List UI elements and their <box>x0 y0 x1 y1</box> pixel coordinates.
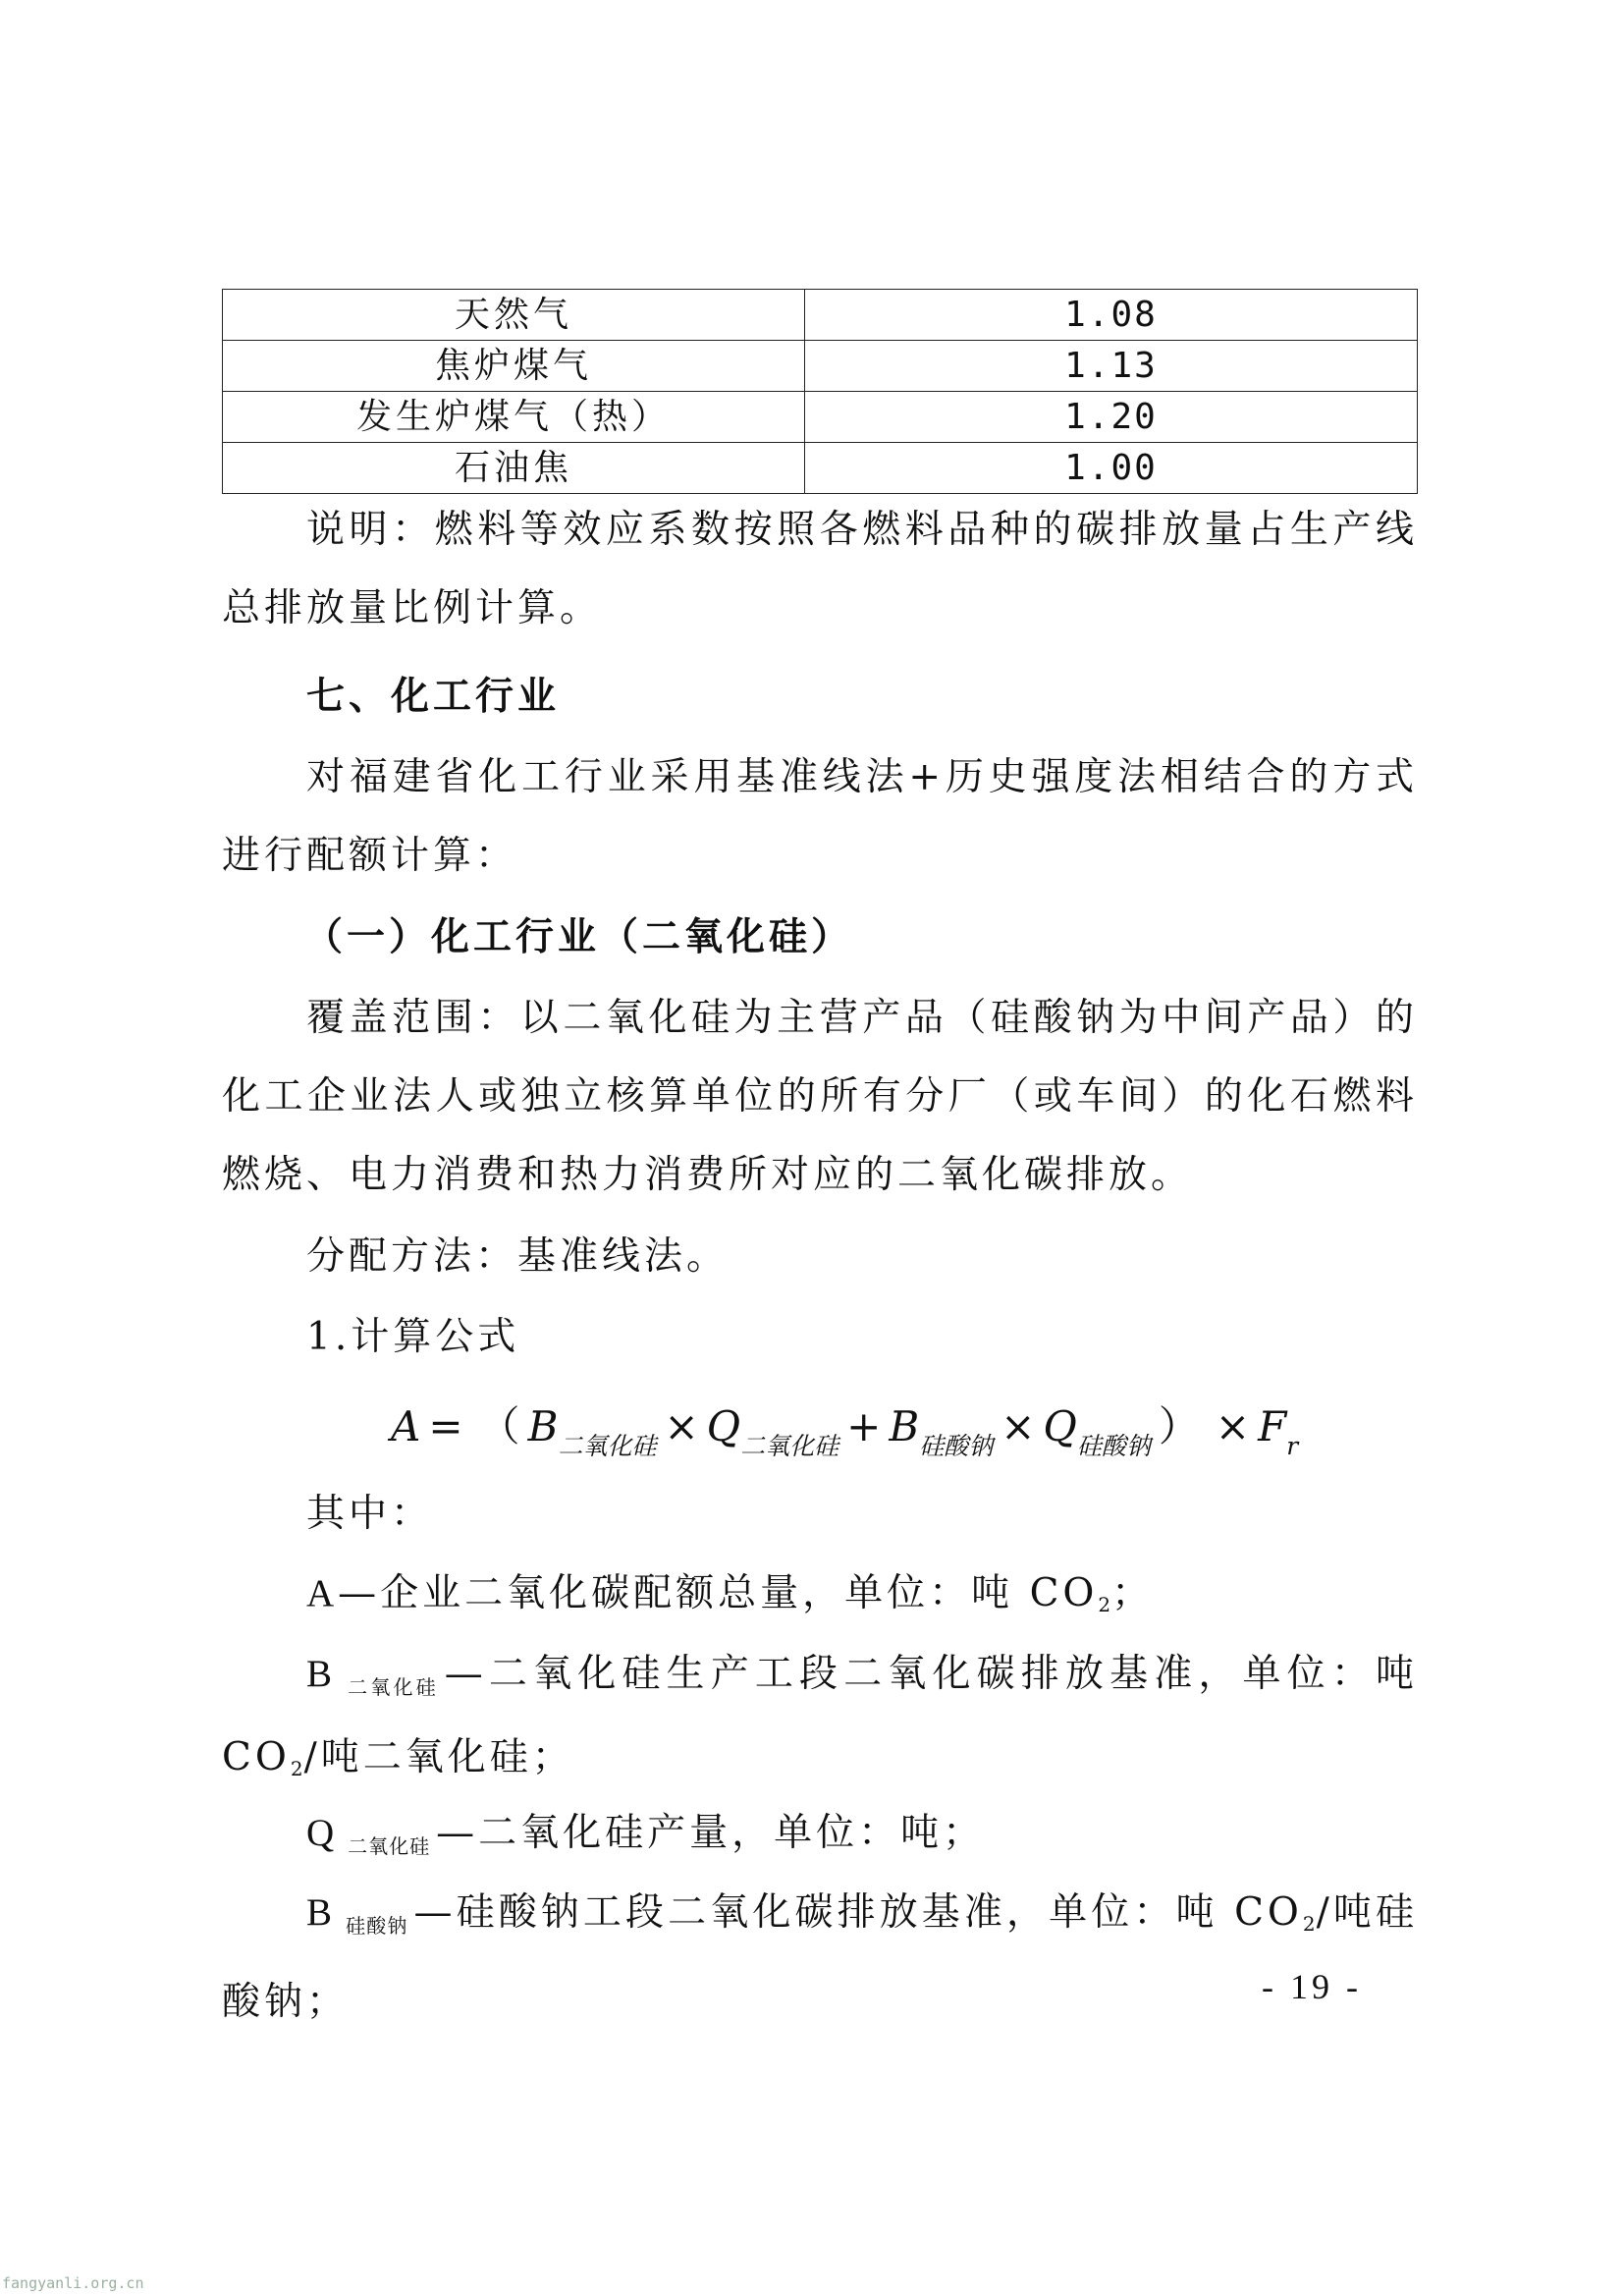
table-row <box>223 290 1418 341</box>
formula-times: × <box>1215 1402 1251 1450</box>
formula-subscript: r <box>1286 1432 1299 1460</box>
where-label: 其中： <box>306 1492 434 1536</box>
formula-lparen: （ <box>478 1402 520 1450</box>
def-subscript: 硅酸钠 <box>346 1914 408 1938</box>
fuel-factor-table <box>222 289 1418 494</box>
def-text: —企业二氧化碳配额总量，单位：吨 CO <box>338 1571 1099 1615</box>
fuel-cell: 焦炉煤气 <box>223 341 805 392</box>
method-paragraph: 分配方法：基准线法。 <box>306 1234 730 1279</box>
formula-rparen: ） <box>1158 1402 1200 1450</box>
formula-symbol-b: B <box>889 1402 920 1450</box>
def-symbol: Q <box>306 1812 339 1854</box>
co2-subscript: 2 <box>1098 1593 1112 1616</box>
coverage-paragraph: 覆盖范围：以二氧化硅为主营产品（硅酸钠为中间产品）的化工企业法人或独立核算单位的所有分厂（或车间）的化石燃料燃烧、电力消费和热力消费所对应的二氧化碳排放。 <box>222 996 1418 1197</box>
factor-cell: 1.20 <box>805 392 1418 443</box>
factor-cell: 1.00 <box>805 443 1418 494</box>
def-text: —二氧化硅生产工段二氧化碳排放基准，单位：吨 CO <box>222 1652 1418 1779</box>
def-text-end: ； <box>1111 1571 1155 1615</box>
fuel-cell: 天然气 <box>223 290 805 341</box>
factor-cell: 1.13 <box>805 341 1418 392</box>
formula-symbol-q: Q <box>1043 1402 1077 1450</box>
def-text: —硅酸钠工段二氧化碳排放基准，单位：吨 CO <box>413 1890 1303 1935</box>
co2-subscript: 2 <box>1302 1912 1317 1936</box>
def-text-end: /吨二氧化硅； <box>303 1735 574 1779</box>
def-symbol: A <box>306 1572 339 1614</box>
factor-cell: 1.08 <box>805 290 1418 341</box>
definition-b-sio2 <box>222 1635 1418 1808</box>
definition-q-sio2 <box>222 1794 1418 1878</box>
watermark: fangyanli.org.cn <box>2 2274 144 2292</box>
section-heading: 七、化工行业 <box>306 675 561 719</box>
definition-a <box>222 1555 1418 1644</box>
table-row <box>223 341 1418 392</box>
fuel-cell: 石油焦 <box>223 443 805 494</box>
def-subscript: 二氧化硅 <box>348 1834 431 1858</box>
definition-b-na <box>222 1874 1418 2042</box>
section-intro: 对福建省化工行业采用基准线法+历史强度法相结合的方式进行配额计算： <box>222 755 1418 878</box>
subsection-heading: （一）化工行业（二氧化硅） <box>304 915 854 959</box>
page-number: - 19 - <box>1262 1967 1362 2006</box>
formula-times: × <box>664 1402 699 1450</box>
def-symbol: B <box>306 1891 337 1934</box>
fuel-cell: 发生炉煤气（热） <box>223 392 805 443</box>
formula-plus: + <box>846 1402 882 1450</box>
def-symbol: B <box>306 1653 337 1695</box>
formula-symbol-q: Q <box>706 1402 741 1450</box>
allocation-formula <box>391 1394 1299 1460</box>
co2-subscript: 2 <box>290 1757 304 1780</box>
formula-symbol-f: F <box>1258 1402 1287 1450</box>
formula-symbol-b: B <box>527 1402 559 1450</box>
formula-subscript: 二氧化硅 <box>558 1432 657 1460</box>
table-row <box>223 392 1418 443</box>
formula-subscript: 硅酸钠 <box>1076 1432 1151 1460</box>
formula-equals: = <box>428 1402 463 1450</box>
def-text-end: /吨硅酸钠； <box>222 1890 1419 2024</box>
formula-subscript: 二氧化硅 <box>740 1432 839 1460</box>
formula-heading: 1.计算公式 <box>306 1315 520 1359</box>
formula-symbol-a: A <box>391 1402 421 1450</box>
def-text: —二氧化硅产量，单位：吨； <box>436 1811 986 1855</box>
def-subscript: 二氧化硅 <box>346 1675 439 1699</box>
formula-subscript: 硅酸钠 <box>919 1432 994 1460</box>
formula-times: × <box>1001 1402 1036 1450</box>
table-row <box>223 443 1418 494</box>
table-note: 说明：燃料等效应系数按照各燃料品种的碳排放量占生产线总排放量比例计算。 <box>222 508 1418 630</box>
